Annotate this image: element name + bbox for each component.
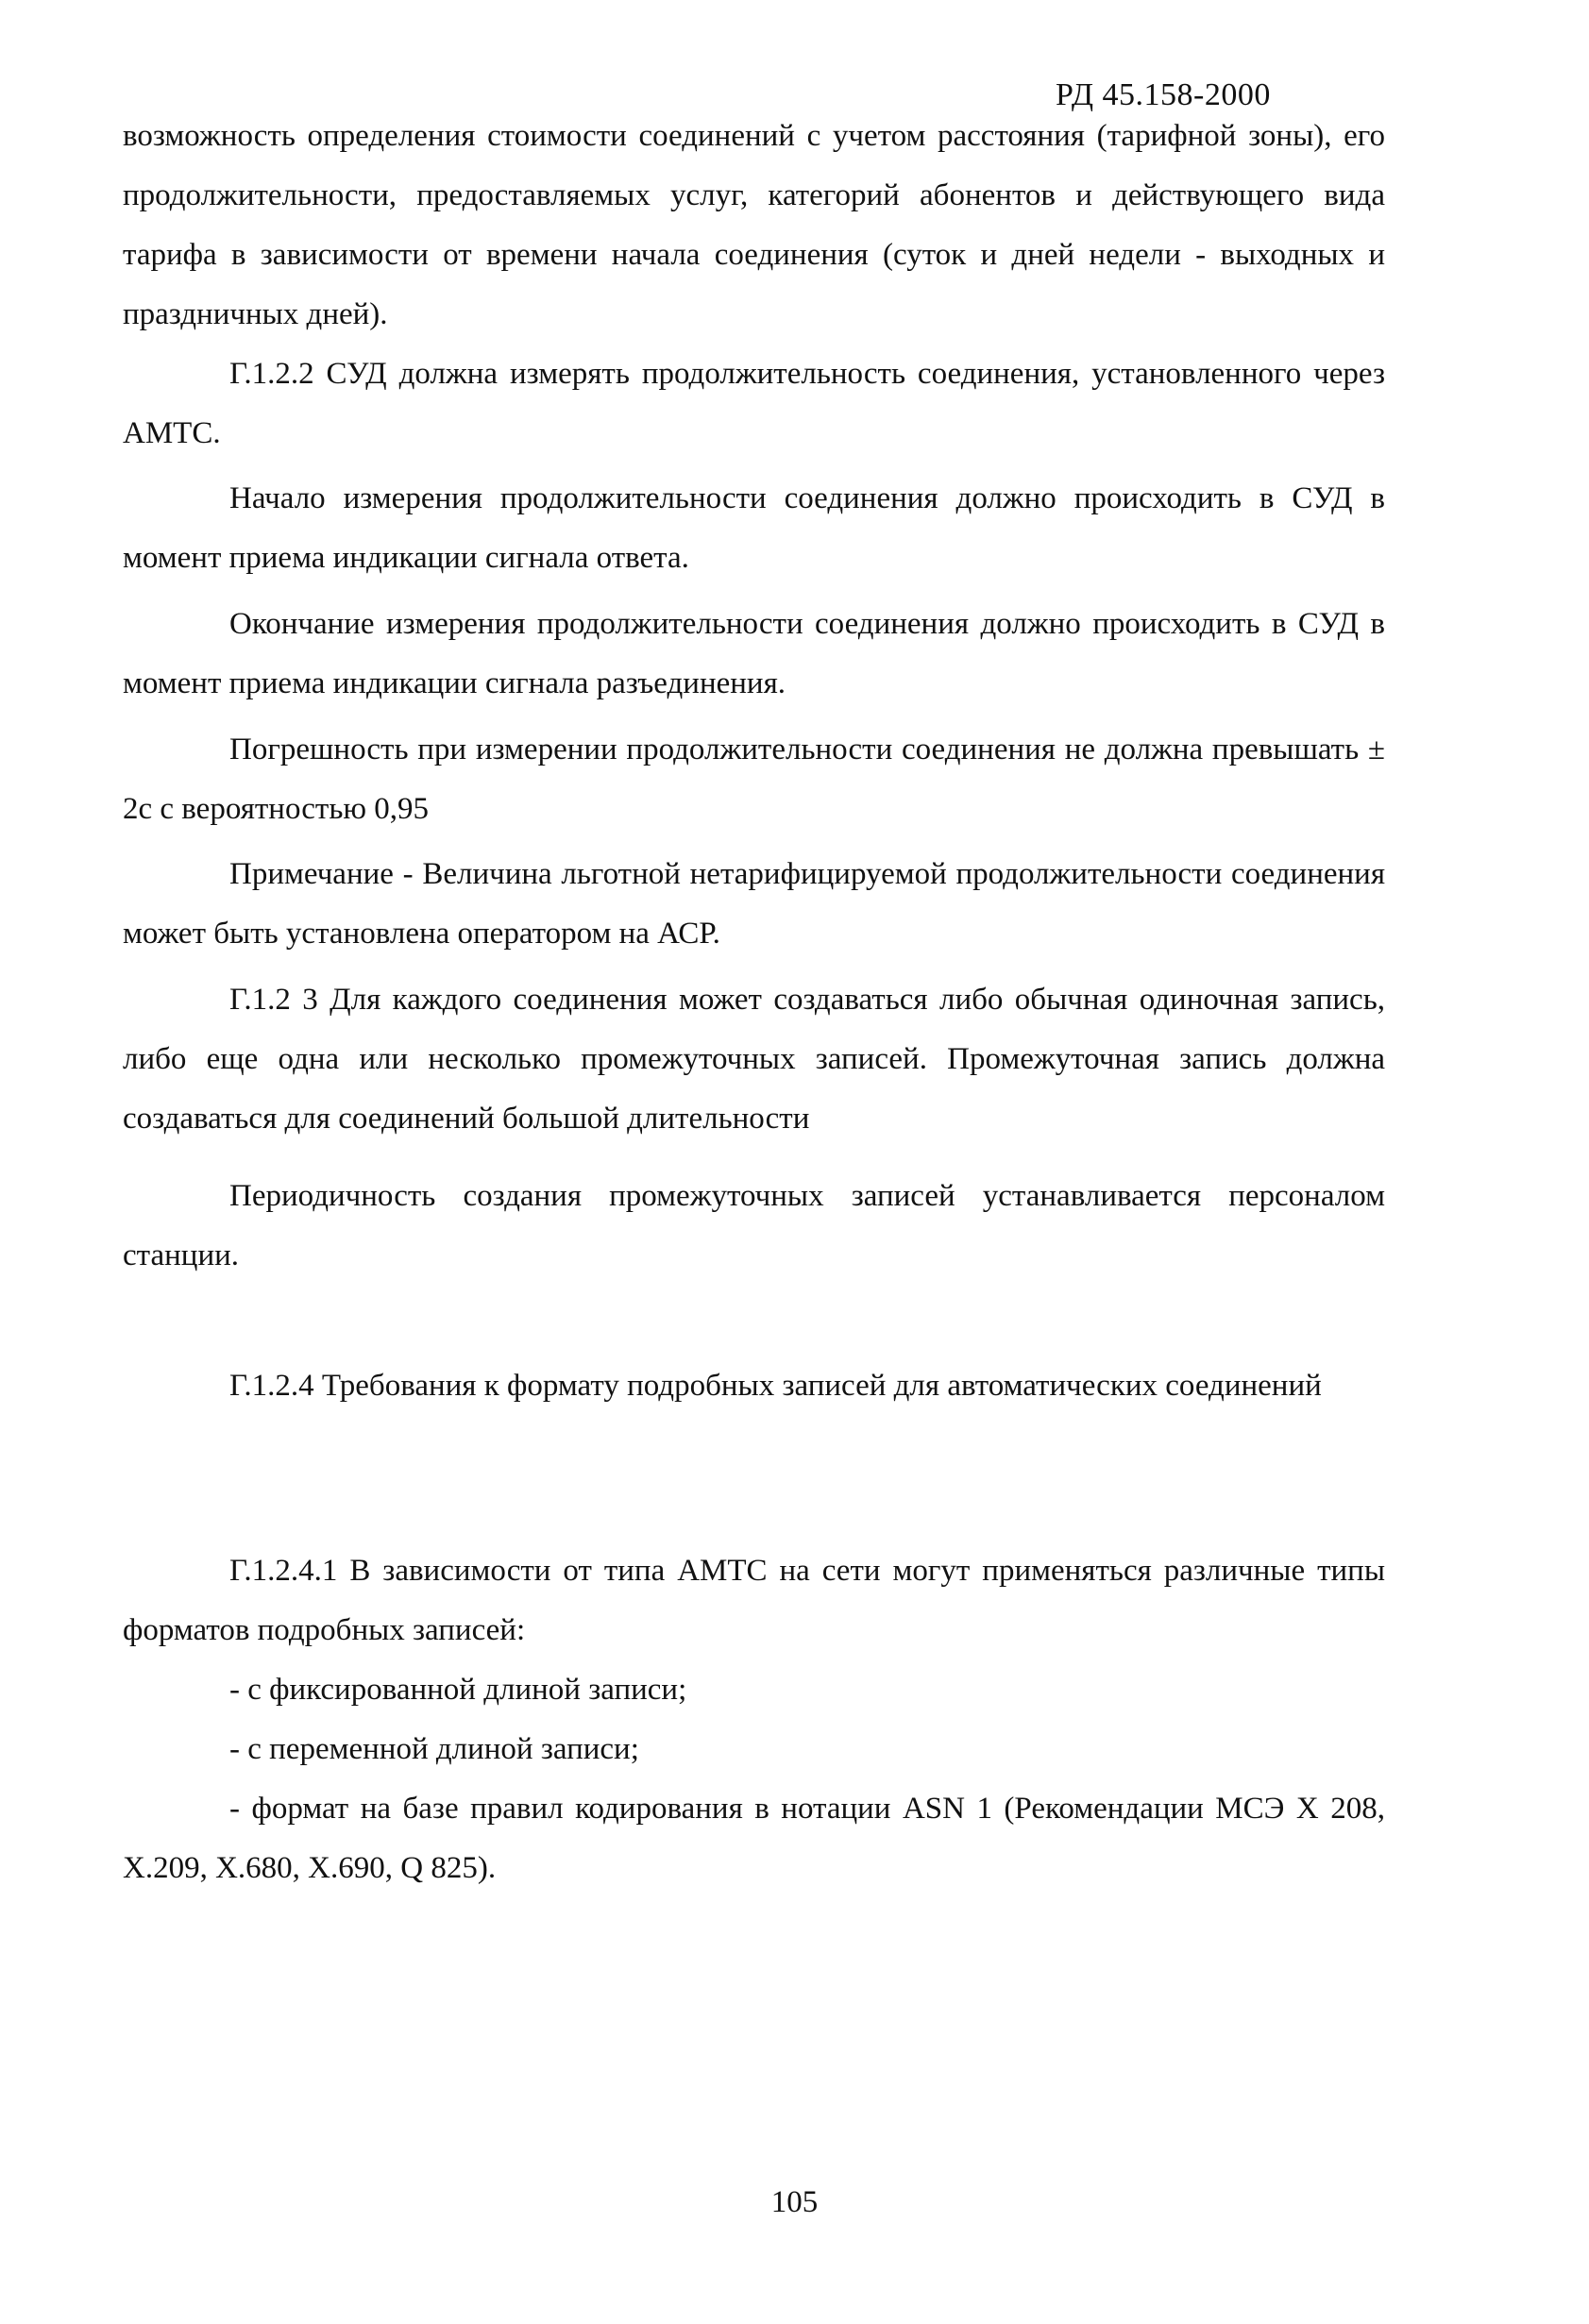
paragraph-note bbox=[123, 845, 1385, 964]
list-item-fixed-length: - с фиксированной длиной записи; bbox=[229, 1673, 687, 1707]
paragraph-asn1-format bbox=[123, 1779, 1385, 1898]
paragraph-g-1-2-4-1 bbox=[123, 1541, 1385, 1660]
paragraph-measurement-end bbox=[123, 595, 1385, 714]
paragraph-measurement-error bbox=[123, 720, 1385, 839]
note-text: Примечание - Величина льготной нетарифицируемой продолжительности соединения может быть установлена оператором на АСР. bbox=[123, 857, 1385, 951]
paragraph-text: Г.1.2 3 Для каждого соединения может создаваться либо обычная одиночная запись, либо еще одна или несколько промежуточных записей. Промежуточная запись должна создаваться для соединений большой длительности bbox=[123, 983, 1385, 1136]
paragraph-measurement-start bbox=[123, 469, 1385, 588]
paragraph-text: возможность определения стоимости соединений с учетом расстояния (тарифной зоны), его продолжительности, предоставляемых услуг, категорий абонентов и действующего вида тарифа в зависимости от времени начала соединения (суток и дней недели - выходных и праздничных дней). bbox=[123, 119, 1385, 331]
paragraph-g-1-2-3 bbox=[123, 970, 1385, 1149]
paragraph-text: - формат на базе правил кодирования в нотации ASN 1 (Рекомендации МСЭ X 208, X.209, X.680, X.690, Q 825). bbox=[123, 1792, 1385, 1885]
section-heading-g-1-2-4 bbox=[123, 1356, 1385, 1416]
document-code: РД 45.158-2000 bbox=[1056, 77, 1271, 112]
list-item-variable-length: - с переменной длиной записи; bbox=[229, 1732, 639, 1766]
paragraph-text: Окончание измерения продолжительности соединения должно происходить в СУД в момент приема индикации сигнала разъединения. bbox=[123, 607, 1385, 700]
paragraph-intermediate-records bbox=[123, 1167, 1385, 1286]
page-number: 105 bbox=[770, 2185, 819, 2219]
section-heading-text: Г.1.2.4 Требования к формату подробных записей для автоматических соединений bbox=[229, 1369, 1322, 1403]
paragraph-text: Начало измерения продолжительности соединения должно происходить в СУД в момент приема индикации сигнала ответа. bbox=[123, 481, 1385, 575]
paragraph-g-1-2-2 bbox=[123, 345, 1385, 463]
paragraph-text: Г.1.2.4.1 В зависимости от типа АМТС на сети могут применяться различные типы форматов подробных записей: bbox=[123, 1554, 1385, 1647]
paragraph-tariff-continuation bbox=[123, 107, 1385, 345]
paragraph-text: Погрешность при измерении продолжительности соединения не должна превышать ± 2с с вероятностью 0,95 bbox=[123, 733, 1385, 826]
paragraph-text: Г.1.2.2 СУД должна измерять продолжительность соединения, установленного через АМТС. bbox=[123, 357, 1385, 450]
paragraph-text: Периодичность создания промежуточных записей устанавливается персоналом станции. bbox=[123, 1179, 1385, 1272]
